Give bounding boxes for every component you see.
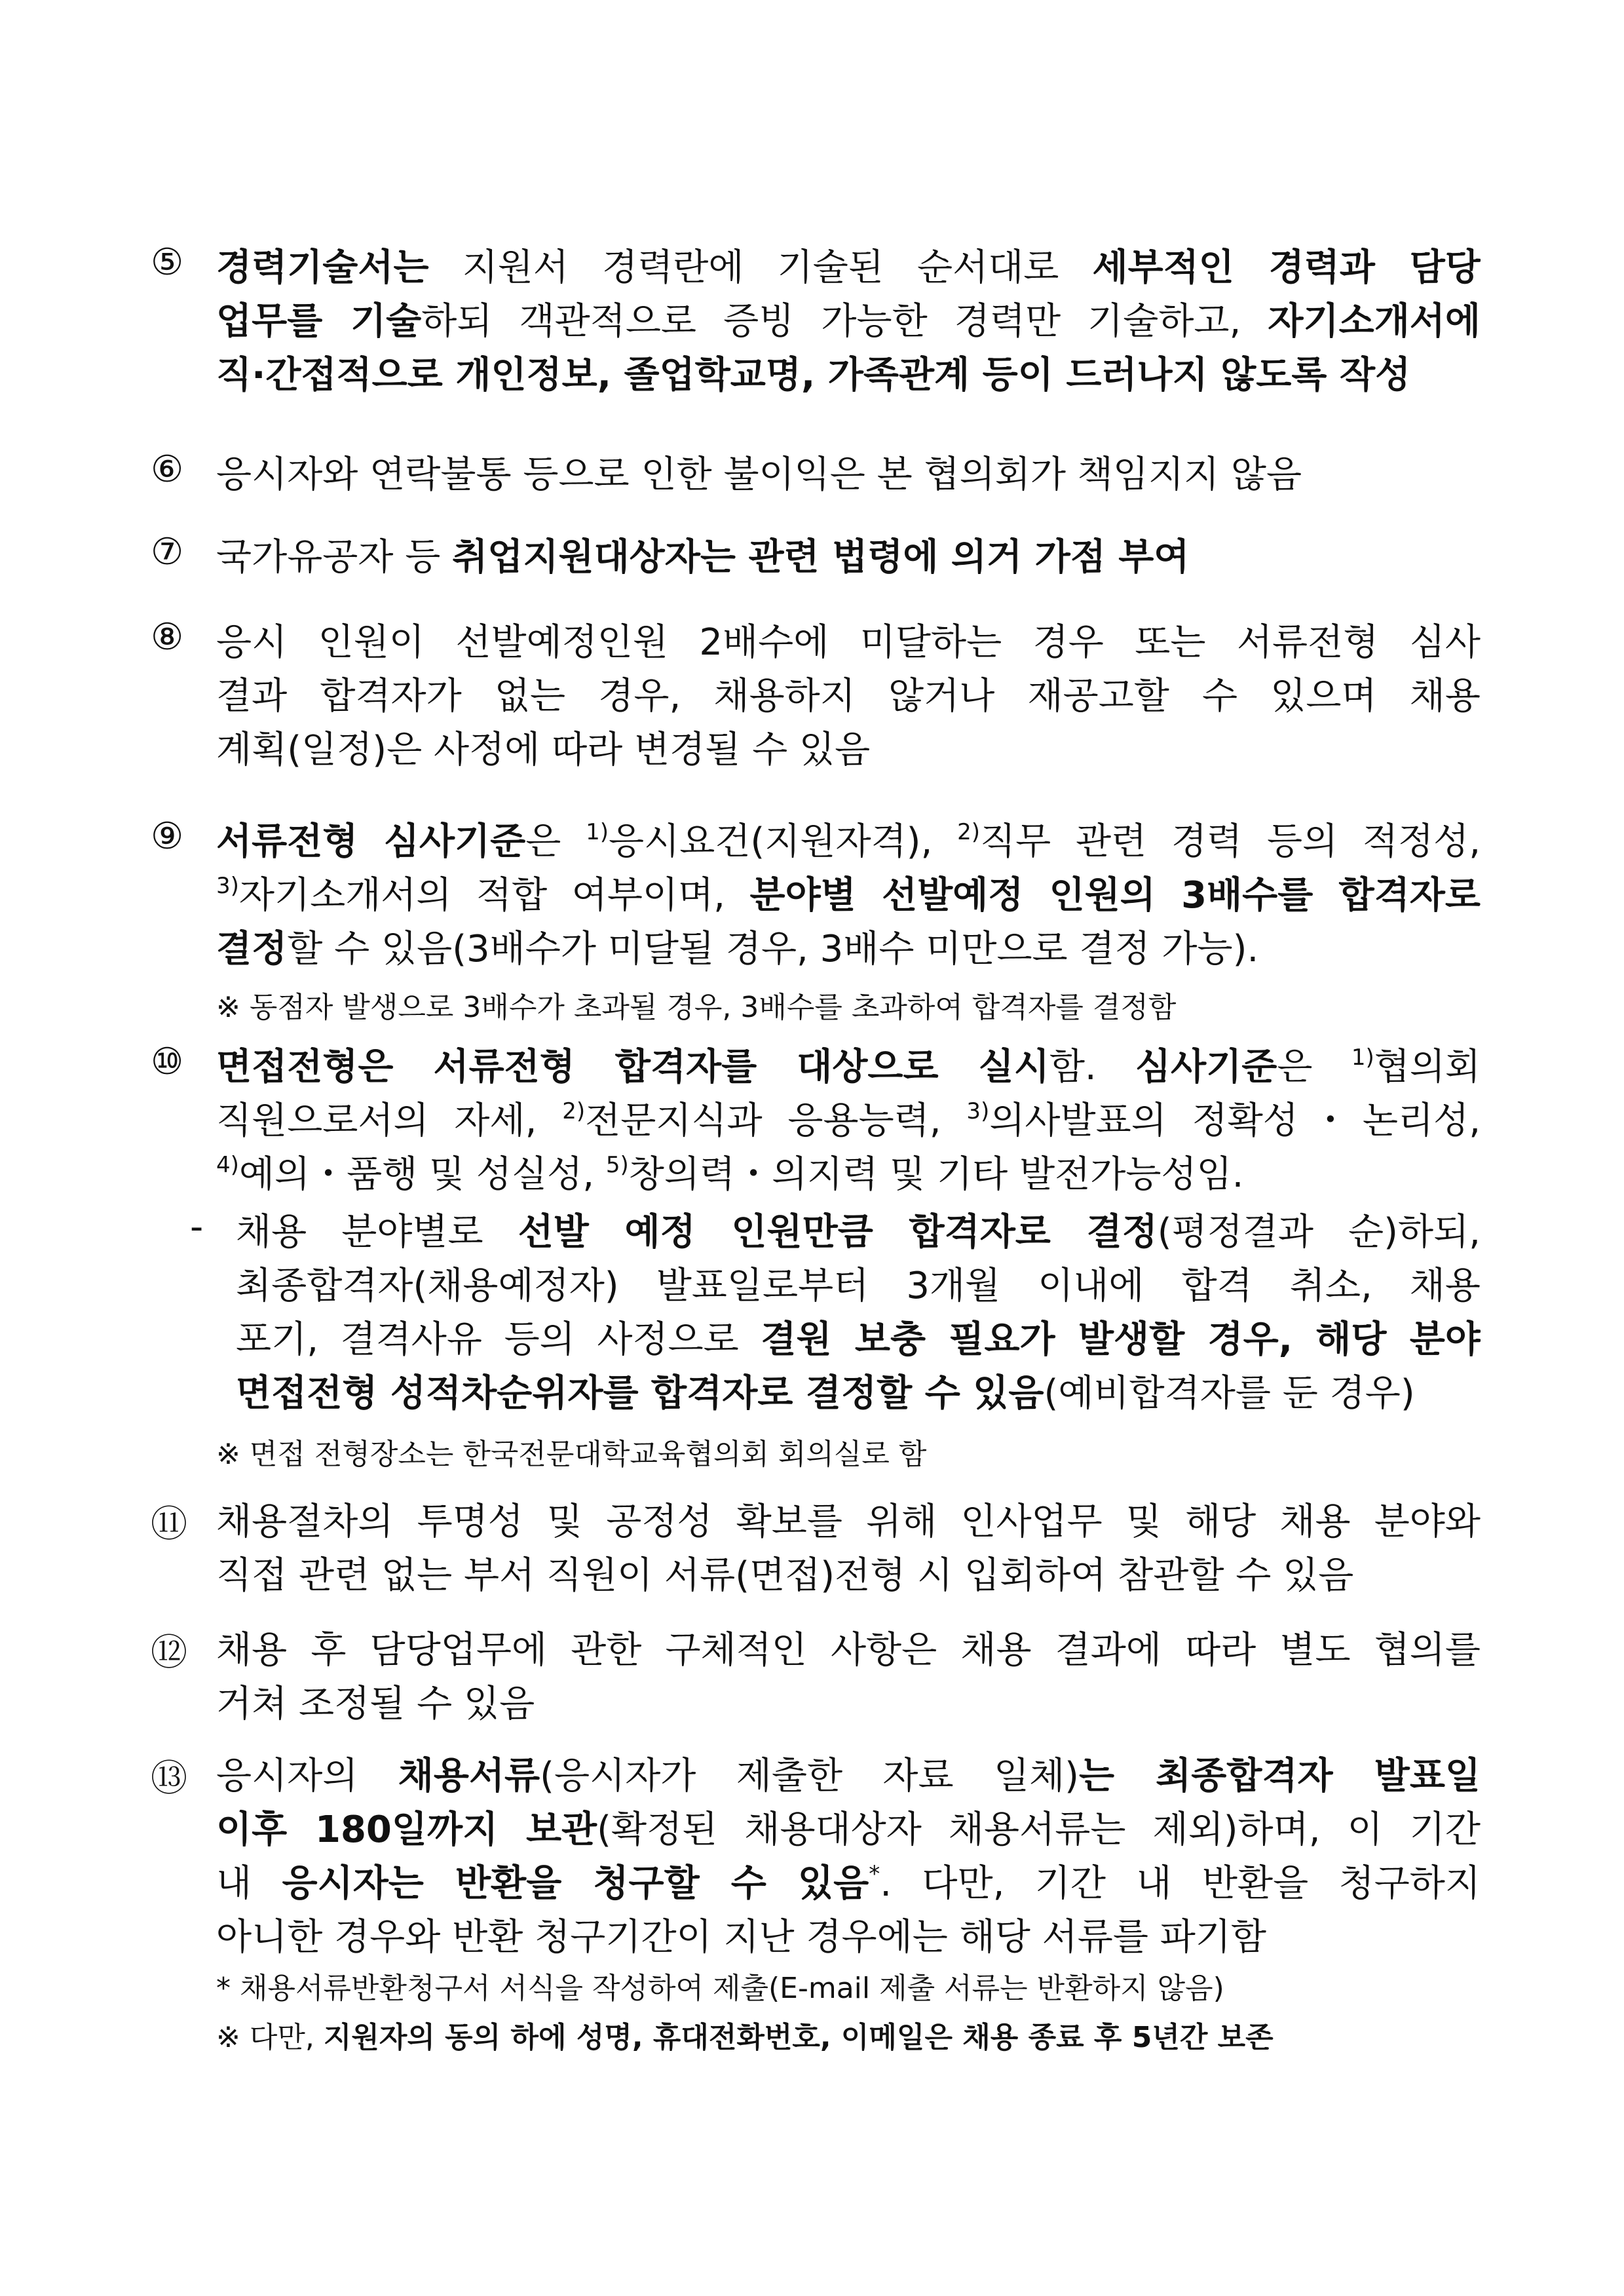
item-6: [151, 448, 1481, 502]
text-line: [216, 1857, 1481, 1911]
superscript-marker: 1): [1351, 1044, 1374, 1071]
item-number: ⑩: [151, 1041, 184, 1083]
text-run: 의사발표의 정확성・논리성,: [989, 1100, 1481, 1142]
text-run: 직접 관련 없는 부서 직원이 서류(면접)전형 시 입회하여 참관할 수 있음: [216, 1554, 1354, 1597]
text-line: [216, 349, 1481, 402]
bold-text-run: 결원 보충 필요가 발생할 경우, 해당 분야: [761, 1318, 1481, 1361]
text-run: 직무 관련 경력 등의 적정성,: [980, 820, 1481, 863]
bold-text-run: 서류전형 심사기준: [216, 820, 526, 863]
text-line: [236, 1367, 1481, 1421]
text-line: [216, 815, 1481, 869]
text-line: [216, 1549, 1481, 1603]
item-number: ⑪: [151, 1503, 187, 1546]
text-run: 응시 인원이 선발예정인원 2배수에 미달하는 경우 또는 서류전형 심사: [216, 621, 1481, 664]
item-body: [216, 1624, 1481, 1731]
text-run: 은: [1277, 1046, 1351, 1088]
text-line: [216, 241, 1481, 295]
superscript-marker: 2): [562, 1098, 586, 1124]
bold-text-run: 선발 예정 인원만큼 합격자로 결정: [518, 1211, 1158, 1253]
item-number: ⑬: [151, 1757, 187, 1800]
bold-text-run: 분야별 선발예정 인원의 3배수를 합격자로: [749, 874, 1481, 917]
text-run: . 다만, 기간 내 반환을 청구하지: [880, 1862, 1481, 1905]
text-run: 예의・품행 및 성실성,: [238, 1153, 606, 1196]
text-line: [216, 616, 1481, 670]
bold-text-run: 채용서류: [398, 1755, 540, 1797]
item-12: [151, 1624, 1481, 1731]
text-run: 은: [525, 820, 586, 863]
item-number: ⑤: [151, 241, 184, 284]
bold-text-run: 는 최종합격자 발표일: [1079, 1755, 1481, 1797]
superscript-marker: *: [869, 1861, 880, 1887]
text-line: [236, 1313, 1481, 1367]
item-number: ⑨: [151, 815, 184, 858]
text-run: 채용절차의 투명성 및 공정성 확보를 위해 인사업무 및 해당 채용 분야와: [216, 1501, 1481, 1543]
item-9: [151, 815, 1481, 976]
text-run: 자기소개서의 적합 여부이며,: [238, 874, 750, 917]
text-run: 협의회: [1374, 1046, 1481, 1088]
text-line: [216, 723, 1481, 777]
superscript-marker: 2): [957, 819, 981, 845]
text-run: 거쳐 조정될 수 있음: [216, 1683, 535, 1725]
item-10-note: ※ 면접 전형장소는 한국전문대학교육협의회 회의실로 함: [216, 1438, 927, 1471]
item-5: [151, 241, 1481, 402]
text-line: [216, 1911, 1481, 1964]
text-run: * 채용서류반환청구서 서식을 작성하여 제출(E-mail 제출 서류는 반환하지 않음): [216, 1972, 1224, 2005]
item-body: [216, 531, 1481, 584]
text-run: 계획(일정)은 사정에 따라 변경될 수 있음: [216, 729, 871, 771]
bold-text-run: 직·간접적으로 개인정보, 졸업학교명, 가족관계 등이 드러나지 않도록 작성: [216, 354, 1411, 396]
text-line: [216, 295, 1481, 349]
bold-text-run: 면접전형 성적차순위자를 합격자로 결정할 수 있음: [236, 1372, 1044, 1415]
item-body: [216, 1495, 1481, 1603]
text-run: 채용 후 담당업무에 관한 구체적인 사항은 채용 결과에 따라 별도 협의를: [216, 1629, 1481, 1672]
item-body: [216, 1041, 1481, 1202]
item-13: [151, 1750, 1481, 1964]
item-8: [151, 616, 1481, 777]
item-body: [216, 241, 1481, 402]
text-run: 최종합격자(채용예정자) 발표일로부터 3개월 이내에 합격 취소, 채용: [236, 1265, 1481, 1307]
item-number: ⑧: [151, 616, 184, 659]
superscript-marker: 3): [966, 1098, 990, 1124]
text-line: [216, 923, 1481, 976]
text-line: [236, 1259, 1481, 1313]
item-number: ⑫: [151, 1632, 187, 1674]
text-run: (확정된 채용대상자 채용서류는 제외)하며, 이 기간: [597, 1808, 1481, 1851]
text-run: 응시자의: [216, 1755, 398, 1797]
item-9-note: ※ 동점자 발생으로 3배수가 초과될 경우, 3배수를 초과하여 합격자를 결정함: [216, 991, 1177, 1024]
item-13-note-1: [216, 1969, 1224, 2008]
text-run: 함.: [1049, 1046, 1136, 1088]
text-run: 국가유공자 등: [216, 536, 453, 579]
text-run: (예비합격자를 둔 경우): [1044, 1372, 1415, 1415]
text-run: 하되 객관적으로 증빙 가능한 경력만 기술하고,: [421, 300, 1268, 343]
bold-text-run: 심사기준: [1135, 1046, 1277, 1088]
text-line: [216, 1041, 1481, 1094]
text-line: [216, 670, 1481, 723]
text-line: [216, 1750, 1481, 1803]
text-line: [216, 1624, 1481, 1677]
text-run: 지원서 경력란에 기술된 순서대로: [428, 246, 1093, 289]
item-body: [216, 448, 1481, 502]
item-10: [151, 1041, 1481, 1202]
bold-text-run: 자기소개서에: [1268, 300, 1481, 343]
bold-text-run: 세부적인 경력과 담당: [1092, 246, 1481, 289]
text-line: [216, 1803, 1481, 1857]
item-11: [151, 1495, 1481, 1603]
bold-text-run: 이후 180일까지 보관: [216, 1808, 597, 1851]
bold-text-run: 면접전형은 서류전형 합격자를 대상으로 실시: [216, 1046, 1049, 1088]
item-7: [151, 531, 1481, 584]
text-line: [216, 1677, 1481, 1731]
text-run: 포기, 결격사유 등의 사정으로: [236, 1318, 761, 1361]
text-run: 창의력・의지력 및 기타 발전가능성임.: [628, 1153, 1244, 1196]
item-number: ⑥: [151, 448, 184, 491]
bold-text-run: 경력기술서는: [216, 246, 429, 289]
item-body: [216, 616, 1481, 777]
item-10-sub: [190, 1206, 1481, 1421]
text-line: [216, 869, 1481, 923]
text-run: 내: [216, 1862, 282, 1905]
item-body: [216, 1750, 1481, 1964]
item-number: ⑦: [151, 531, 184, 573]
item-body: [216, 815, 1481, 976]
text-run: 응시자와 연락불통 등으로 인한 불이익은 본 협의회가 책임지지 않음: [216, 453, 1302, 496]
text-line: [216, 1148, 1481, 1202]
text-run: (평정결과 순)하되,: [1157, 1211, 1481, 1253]
text-run: 할 수 있음(3배수가 미달될 경우, 3배수 미만으로 결정 가능).: [287, 928, 1259, 970]
text-line: [216, 1094, 1481, 1148]
superscript-marker: 4): [216, 1152, 239, 1178]
bold-text-run: 응시자는 반환을 청구할 수 있음: [282, 1862, 869, 1905]
text-line: [216, 1495, 1481, 1549]
text-run: ※ 다만,: [216, 2021, 324, 2054]
text-line: [236, 1206, 1481, 1259]
text-run: 아니한 경우와 반환 청구기간이 지난 경우에는 해당 서류를 파기함: [216, 1916, 1266, 1959]
text-line: [216, 448, 1481, 502]
dash-marker: -: [190, 1206, 204, 1248]
text-run: 전문지식과 응용능력,: [585, 1100, 967, 1142]
text-run: (응시자가 제출한 자료 일체): [540, 1755, 1080, 1797]
superscript-marker: 3): [216, 873, 239, 899]
bold-text-run: 지원자의 동의 하에 성명, 휴대전화번호, 이메일은 채용 종료 후 5년간 보존: [323, 2021, 1274, 2054]
bold-text-run: 결정: [216, 928, 288, 970]
bold-text-run: 업무를 기술: [216, 300, 422, 343]
superscript-marker: 5): [605, 1152, 629, 1178]
text-run: 직원으로서의 자세,: [216, 1100, 563, 1142]
bold-text-run: 취업지원대상자는 관련 법령에 의거 가점 부여: [452, 536, 1190, 579]
item-13-note-2: [216, 2018, 1274, 2057]
text-run: 채용 분야별로: [236, 1211, 518, 1253]
sub-body: [236, 1206, 1481, 1421]
superscript-marker: 1): [586, 819, 609, 845]
text-line: [216, 531, 1481, 584]
text-run: 결과 합격자가 없는 경우, 채용하지 않거나 재공고할 수 있으며 채용: [216, 675, 1481, 718]
text-run: 응시요건(지원자격),: [609, 820, 958, 863]
